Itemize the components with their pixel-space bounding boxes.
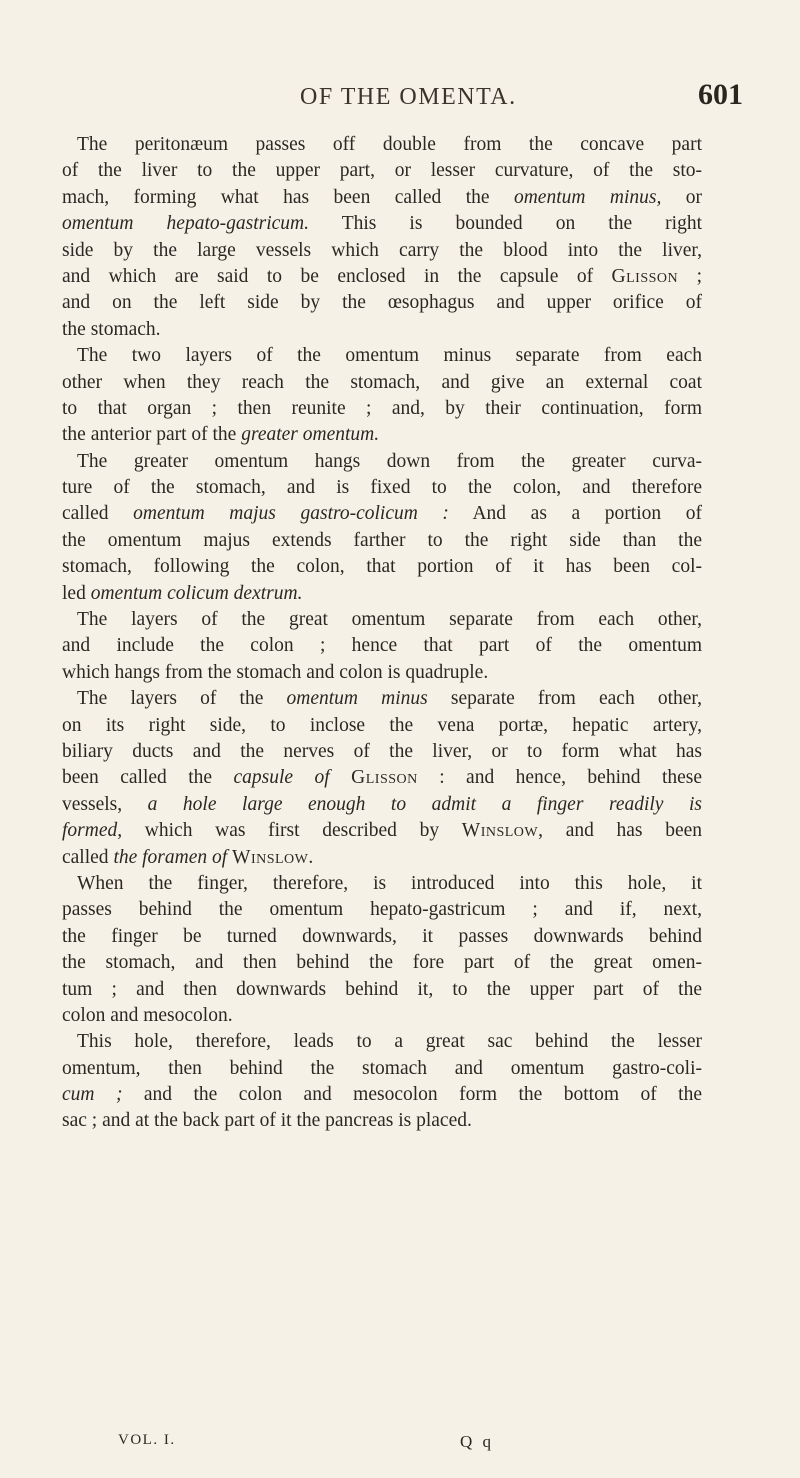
text-segment: And as a portion of bbox=[448, 503, 702, 525]
text-line bbox=[62, 765, 702, 791]
text-line bbox=[62, 1108, 702, 1134]
italic-text: omentum hepato-gastricum. bbox=[62, 213, 309, 235]
text-line bbox=[62, 422, 702, 448]
text-segment: The greater omentum hangs down from the greater curva- bbox=[77, 450, 702, 472]
small-caps-name: Glisson bbox=[351, 767, 418, 789]
text-segment: tum ; and then downwards behind it, to the upper part of the bbox=[62, 978, 702, 1000]
text-line bbox=[62, 554, 702, 580]
text-line bbox=[62, 686, 702, 712]
text-segment: the anterior part of the bbox=[62, 424, 242, 446]
page-footer bbox=[0, 1432, 800, 1462]
text-line bbox=[62, 238, 702, 264]
text-segment: The layers of the great omentum separate from each other, bbox=[77, 609, 702, 631]
text-line bbox=[62, 185, 702, 211]
text-line bbox=[62, 1029, 702, 1055]
text-line bbox=[62, 792, 702, 818]
text-line bbox=[62, 1082, 702, 1108]
small-caps-name: Glisson bbox=[611, 265, 679, 287]
italic-text: cum ; bbox=[62, 1084, 123, 1106]
text-segment: sac ; and at the back part of it the pancreas is placed. bbox=[62, 1110, 472, 1132]
text-line bbox=[62, 818, 702, 844]
text-segment: side by the large vessels which carry the blood into the liver, bbox=[62, 239, 702, 261]
text-segment: This is bounded on the right bbox=[309, 213, 702, 235]
text-line bbox=[62, 211, 702, 237]
italic-text: a hole large enough to admit a finger readily is bbox=[147, 793, 702, 815]
text-segment: The layers of the bbox=[77, 688, 287, 710]
text-line bbox=[62, 897, 702, 923]
text-segment: and include the colon ; hence that part of the omentum bbox=[62, 635, 702, 657]
text-segment: ; bbox=[678, 265, 702, 287]
text-segment: colon and mesocolon. bbox=[62, 1004, 233, 1026]
text-line bbox=[62, 739, 702, 765]
italic-text: omentum colicum dextrum. bbox=[90, 582, 303, 604]
text-line bbox=[62, 449, 702, 475]
text-segment: called bbox=[62, 846, 114, 868]
text-segment: which was first described by bbox=[122, 820, 462, 842]
text-line bbox=[62, 660, 702, 686]
text-line bbox=[62, 607, 702, 633]
page-header bbox=[0, 78, 800, 118]
text-segment: and on the left side by the œsophagus and upper orifice of bbox=[62, 292, 702, 314]
body-text bbox=[62, 132, 702, 1135]
text-segment: This hole, therefore, leads to a great sac behind the lesser bbox=[77, 1031, 702, 1053]
text-segment: the stomach. bbox=[62, 318, 161, 340]
text-segment: . bbox=[308, 846, 314, 868]
text-segment: ture of the stomach, and is fixed to the colon, and therefore bbox=[62, 477, 702, 499]
text-segment: , and has been bbox=[538, 820, 703, 842]
text-segment: separate from each other, bbox=[427, 688, 702, 710]
text-segment: which hangs from the stomach and colon is quadruple. bbox=[62, 661, 489, 683]
text-line bbox=[62, 924, 702, 950]
small-caps-name: Winslow bbox=[461, 820, 539, 842]
italic-text: the foramen of bbox=[113, 846, 228, 868]
text-segment: biliary ducts and the nerves of the liver, or to form what has bbox=[62, 740, 702, 762]
text-line bbox=[62, 633, 702, 659]
text-line bbox=[62, 396, 702, 422]
text-segment: other when they reach the stomach, and give an external coat bbox=[62, 371, 702, 393]
text-line bbox=[62, 950, 702, 976]
text-segment bbox=[330, 767, 351, 788]
text-line bbox=[62, 871, 702, 897]
text-segment: been called the bbox=[62, 767, 234, 789]
text-segment: called bbox=[62, 503, 134, 525]
text-segment: and which are said to be enclosed in the capsule of bbox=[62, 265, 612, 287]
italic-text: capsule of bbox=[233, 767, 330, 789]
text-segment: When the finger, therefore, is introduced into this hole, it bbox=[77, 872, 702, 894]
text-segment: the omentum majus extends farther to the right side than the bbox=[62, 529, 702, 551]
signature-mark: Q q bbox=[460, 1432, 495, 1451]
text-line bbox=[62, 501, 702, 527]
text-segment: led bbox=[62, 582, 91, 604]
text-line bbox=[62, 528, 702, 554]
italic-text: omentum minus bbox=[286, 688, 428, 710]
italic-text: formed, bbox=[62, 820, 123, 842]
text-line bbox=[62, 158, 702, 184]
text-line bbox=[62, 317, 702, 343]
text-segment: on its right side, to inclose the vena portæ, hepatic artery, bbox=[62, 714, 702, 736]
text-segment: the finger be turned downwards, it passes downwards behind bbox=[62, 925, 702, 947]
text-line bbox=[62, 264, 702, 290]
text-segment: omentum, then behind the stomach and omentum gastro-coli- bbox=[62, 1057, 702, 1079]
text-segment: or bbox=[661, 186, 702, 208]
text-line bbox=[62, 1056, 702, 1082]
italic-text: greater omentum. bbox=[241, 424, 380, 446]
text-line bbox=[62, 1003, 702, 1029]
text-line bbox=[62, 581, 702, 607]
text-line bbox=[62, 343, 702, 369]
text-segment: mach, forming what has been called the bbox=[62, 186, 514, 208]
text-segment: stomach, following the colon, that portion of it has been col- bbox=[62, 556, 702, 578]
text-segment: : and hence, behind these bbox=[417, 767, 703, 789]
volume-mark: VOL. I. bbox=[118, 1432, 176, 1448]
text-segment: The two layers of the omentum minus separate from each bbox=[77, 345, 702, 367]
text-segment: passes behind the omentum hepato-gastricum ; and if, next, bbox=[62, 899, 702, 921]
text-segment: to that organ ; then reunite ; and, by their continuation, form bbox=[62, 397, 702, 419]
text-line bbox=[62, 290, 702, 316]
text-segment: and the colon and mesocolon form the bottom of the bbox=[122, 1084, 702, 1106]
text-line bbox=[62, 977, 702, 1003]
text-segment: the stomach, and then behind the fore part of the great omen- bbox=[62, 952, 702, 974]
italic-text: omentum majus gastro-colicum : bbox=[133, 503, 449, 525]
italic-text: omentum minus, bbox=[513, 186, 662, 208]
text-segment: The peritonæum passes off double from the concave part bbox=[77, 134, 702, 155]
text-segment: vessels, bbox=[62, 793, 148, 815]
small-caps-name: Winslow bbox=[232, 846, 309, 868]
text-line bbox=[62, 475, 702, 501]
text-line bbox=[62, 845, 702, 871]
running-title: OF THE OMENTA. bbox=[300, 84, 517, 110]
text-segment: of the liver to the upper part, or lesser curvature, of the sto- bbox=[62, 160, 702, 182]
text-line bbox=[62, 370, 702, 396]
text-line bbox=[62, 713, 702, 739]
text-line bbox=[62, 132, 702, 158]
page-number: 601 bbox=[698, 78, 743, 111]
